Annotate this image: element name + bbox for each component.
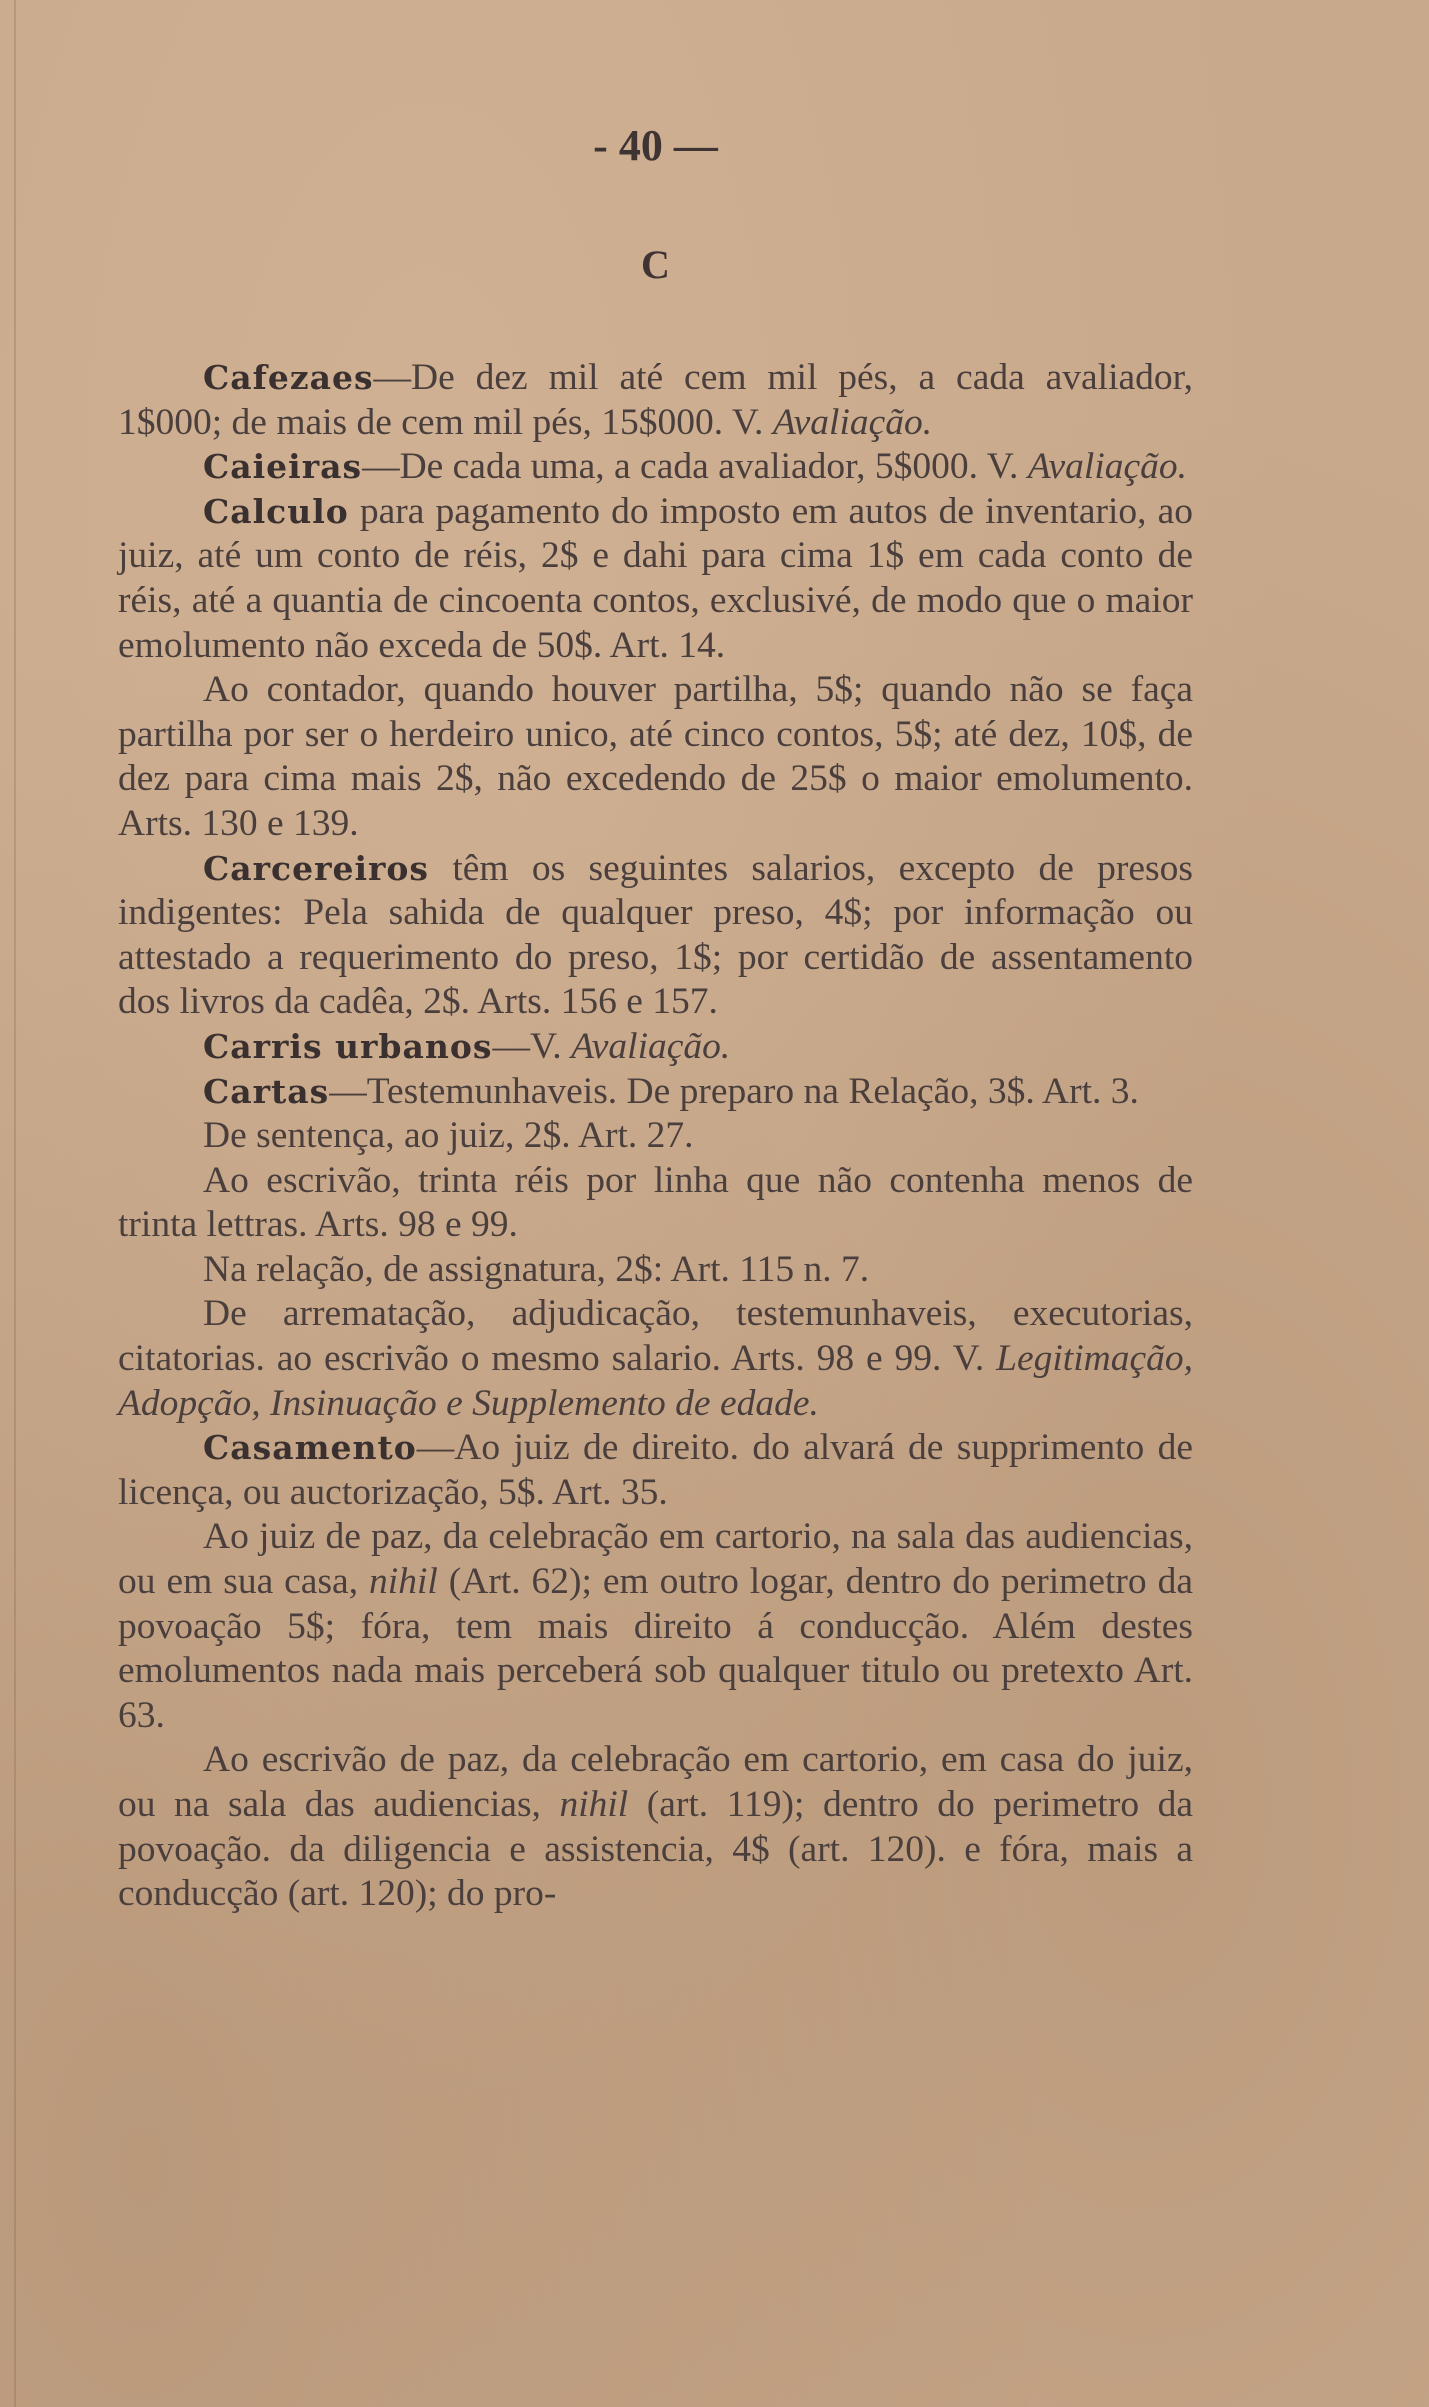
paragraph-text: Ao escrivão de paz, da celebração em cartorio, em casa do juiz, ou na sala das audiencias, bbox=[118, 1739, 1193, 1825]
paragraph bbox=[118, 1738, 1193, 1916]
italic-reference: Avaliação. bbox=[570, 1025, 731, 1067]
paragraph bbox=[118, 668, 1193, 846]
entry-headword: Carris urbanos bbox=[203, 1026, 493, 1066]
section-letter: C bbox=[641, 242, 670, 287]
italic-reference: nihil bbox=[369, 1561, 438, 1603]
italic-reference: Legitimação, Adopção, Insinuação e Supplemento de edade. bbox=[118, 1338, 1193, 1424]
paragraph bbox=[118, 1515, 1193, 1738]
page-edge bbox=[14, 0, 16, 2407]
paragraph-text: (Art. 62); em outro logar, dentro do perimetro da povoação 5$; fóra, tem mais direito á conducção. Além destes emolumentos nada mais perceberá sob qualquer titulo ou pretexto Art. 63. bbox=[118, 1561, 1194, 1736]
paragraph-text: De arrematação, adjudicação, testemunhaveis, executorias, citatorias. ao escrivão o mesmo salario. Arts. 98 e 99. V. bbox=[118, 1293, 1193, 1380]
entry-headword: Cafezaes bbox=[203, 358, 374, 397]
paragraph bbox=[118, 847, 1193, 1025]
paragraph bbox=[118, 1114, 1193, 1159]
paragraph-text: Ao contador, quando houver partilha, 5$; quando não se faça partilha por ser o herdeiro unico, até cinco contos, 5$; até dez, 10$, de dez para cima mais 2$, não excedendo de 25$ o maior emolumento. Arts. 130 e 139. bbox=[118, 669, 1193, 844]
paragraph bbox=[118, 1070, 1193, 1115]
paragraph-text: —De dez mil até cem mil pés, a cada avaliador, 1$000; de mais de cem mil pés, 15$000. V. bbox=[118, 357, 1193, 443]
paragraph-text: —De cada uma, a cada avaliador, 5$000. V. bbox=[362, 446, 1028, 488]
page-number: - 40 — bbox=[593, 121, 718, 170]
paragraph bbox=[118, 490, 1193, 668]
paragraph-text: Ao juiz de paz, da celebração em cartorio, na sala das audiencias, ou em sua casa, bbox=[118, 1516, 1193, 1603]
paragraph-text: Ao escrivão, trinta réis por linha que não contenha menos de trinta lettras. Arts. 98 e 99. bbox=[118, 1159, 1193, 1246]
paragraph-text: (art. 119); dentro do perimetro da povoação. da diligencia e assistencia, 4$ (art. 120). e fóra, mais a conducção (art. 120); do pro- bbox=[118, 1784, 1193, 1915]
paragraph bbox=[118, 1248, 1193, 1293]
document-page bbox=[118, 120, 1193, 1917]
paragraph bbox=[118, 1025, 1193, 1070]
entry-headword: Carcereiros bbox=[203, 848, 430, 888]
entry-headword: Casamento bbox=[203, 1428, 417, 1468]
entry-headword: Cartas bbox=[203, 1071, 330, 1111]
paragraph bbox=[118, 1159, 1193, 1248]
paragraph bbox=[118, 356, 1193, 445]
document-body bbox=[118, 356, 1193, 1917]
paragraph bbox=[118, 445, 1193, 490]
paragraph-text: Na relação, de assignatura, 2$: Art. 115 n. 7. bbox=[203, 1248, 870, 1290]
paragraph-text: para pagamento do imposto em autos de inventario, ao juiz, até um conto de réis, 2$ e dahi para cima 1$ em cada conto de réis, até a quantia de cincoenta contos, exclusivé, de modo que o maior emolumento não exceda de 50$. Art. 14. bbox=[118, 490, 1193, 666]
paragraph bbox=[118, 1292, 1193, 1426]
paragraph bbox=[118, 1426, 1193, 1515]
paragraph-text: —Testemunhaveis. De preparo na Relação, 3$. Art. 3. bbox=[329, 1070, 1139, 1112]
paragraph-text: têm os seguintes salarios, excepto de presos indigentes: Pela sahida de qualquer preso, 4$; por informação ou attestado a requerimento do preso, 1$; por certidão de assentamento dos livros da cadêa, 2$. Arts. 156 e 157. bbox=[118, 847, 1193, 1023]
paragraph-text: —Ao juiz de direito. do alvará de supprimento de licença, ou auctorização, 5$. Art. 35. bbox=[118, 1427, 1193, 1513]
entry-headword: Caieiras bbox=[203, 447, 363, 487]
paragraph-text: —V. bbox=[492, 1025, 571, 1067]
paragraph-text: De sentença, ao juiz, 2$. Art. 27. bbox=[203, 1115, 694, 1157]
italic-reference: Avaliação. bbox=[772, 401, 933, 443]
italic-reference: nihil bbox=[559, 1784, 629, 1825]
entry-headword: Calculo bbox=[203, 491, 349, 531]
italic-reference: Avaliação. bbox=[1027, 446, 1188, 488]
